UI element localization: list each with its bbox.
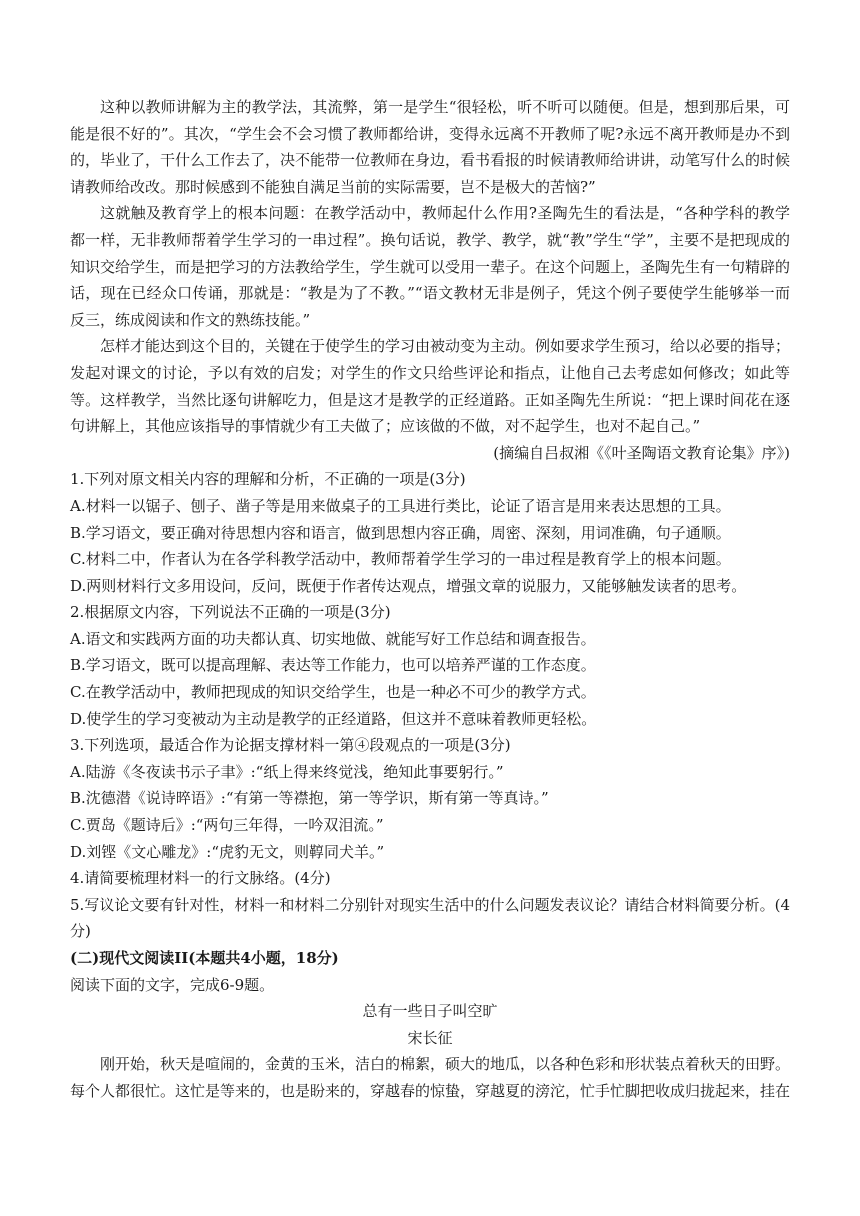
question-option: D.刘铿《文心雕龙》:“虎豹无文，则鞟同犬羊。” xyxy=(70,842,385,861)
question-option: C.材料二中，作者认为在各学科教学活动中，教师帮着学生学习的一串过程是教育学上的根本问题。 xyxy=(70,550,731,569)
question-stem: 3.下列选项，最适合作为论据支撑材料一第④段观点的一项是(3分) xyxy=(70,736,511,755)
question-option: A.陆游《冬夜读书示子聿》:“纸上得来终觉浅，绝知此事要躬行。” xyxy=(70,762,504,781)
article-paragraph: 刚开始，秋天是喧闹的，金黄的玉米，洁白的棉絮，硕大的地瓜，以各种色彩和形状装点着秋天的田野。每个人都很忙。这忙是等来的，也是盼来的，穿越春的惊蛰，穿越夏的滂沱，忙手忙脚把收成归拢起来，挂在 xyxy=(70,1055,791,1100)
question-option: D.使学生的学习变被动为主动是教学的正经道路，但这并不意味着教师更轻松。 xyxy=(70,709,597,728)
section-two xyxy=(70,945,790,1105)
question-stem: 4.请简要梳理材料一的行文脉络。(4分) xyxy=(70,869,331,888)
question-option: C.贾岛《题诗后》:“两句三年得，一吟双泪流。” xyxy=(70,816,384,835)
body-paragraph: 怎样才能达到这个目的，关键在于使学生的学习由被动变为主动。例如要求学生预习，给以必要的指导；发起对课文的讨论，予以有效的启发；对学生的作文只给些评论和指点，让他自己去考虑如何修改；如此等等。这样教学，当然比逐句讲解吃力，但是这才是教学的正经道路。正如圣陶先生所说：“把上课时间花在逐句讲解上，其他应该指导的事情就少有工夫做了；应该做的不做，对不起学生，也对不起自己。” xyxy=(70,337,791,436)
question-option: A.语文和实践两方面的功夫都认真、切实地做、就能写好工作总结和调查报告。 xyxy=(70,629,596,648)
section-instruction: 阅读下面的文字，完成6-9题。 xyxy=(70,975,275,994)
question-stem: 2.根据原文内容，下列说法不正确的一项是(3分) xyxy=(70,603,391,622)
article-title: 总有一些日子叫空旷 xyxy=(362,1002,498,1021)
body-paragraph: 这种以教师讲解为主的教学法，其流弊，第一是学生“很轻松，听不听可以随便。但是，想到那后果，可能是很不好的”。其次，“学生会不会习惯了教师都给讲，变得永远离不开教师了呢?永远不离开教师是办不到的，毕业了，干什么工作去了，决不能带一位教师在身边，看书看报的时候请教师给讲讲，动笔写什么的时候请教师给改改。那时候感到不能独自满足当前的实际需要，岂不是极大的苦恼?” xyxy=(70,98,791,196)
question-list xyxy=(70,466,790,945)
question-option: D.两则材料行文多用设问，反问，既便于作者传达观点，增强文章的说服力，又能够触发读者的思考。 xyxy=(70,576,747,595)
question-option: C.在教学活动中，教师把现成的知识交给学生，也是一种必不可少的教学方式。 xyxy=(70,683,596,702)
question-4 xyxy=(70,865,790,892)
material-two-body xyxy=(70,94,790,466)
section-heading: (二)现代文阅读II(本题共4小题，18分) xyxy=(70,949,339,967)
question-option: B.学习语文，既可以提高理解、表达等工作能力，也可以培养严谨的工作态度。 xyxy=(70,656,596,675)
question-option: B.沈德潜《说诗晬语》:“有第一等襟抱，第一等学识，斯有第一等真诗。” xyxy=(70,789,549,808)
question-option: B.学习语文，要正确对待思想内容和语言，做到思想内容正确，周密、深刻，用词准确，句子通顺。 xyxy=(70,523,731,542)
question-1 xyxy=(70,466,790,599)
source-citation: (摘编自吕叔湘《《叶圣陶语文教育论集》序》) xyxy=(493,443,790,462)
body-paragraph: 这就触及教育学上的根本问题：在教学活动中，教师起什么作用?圣陶先生的看法是，“各种学科的教学都一样，无非教师帮着学生学习的一串过程”。换句话说，教学、教学，就“教”学生“学”，主要不是把现成的知识交给学生，而是把学习的方法教给学生，学生就可以受用一辈子。在这个问题上，圣陶先生有一句精辟的话，现在已经众口传诵，那就是：“教是为了不教。”“语文教材无非是例子，凭这个例子要使学生能够举一而反三，练成阅读和作文的熟练技能。” xyxy=(70,204,791,329)
article-author: 宋长征 xyxy=(407,1028,453,1047)
question-stem: 1.下列对原文相关内容的理解和分析，不正确的一项是(3分) xyxy=(70,470,466,489)
question-5 xyxy=(70,892,790,945)
question-3 xyxy=(70,732,790,865)
question-stem: 5.写议论文要有针对性，材料一和材料二分别针对现实生活中的什么问题发表议论？请结合材料简要分析。(4分) xyxy=(70,895,790,941)
question-2 xyxy=(70,599,790,732)
question-option: A.材料一以锯子、刨子、凿子等是用来做桌子的工具进行类比，论证了语言是用来表达思想的工具。 xyxy=(70,496,731,515)
